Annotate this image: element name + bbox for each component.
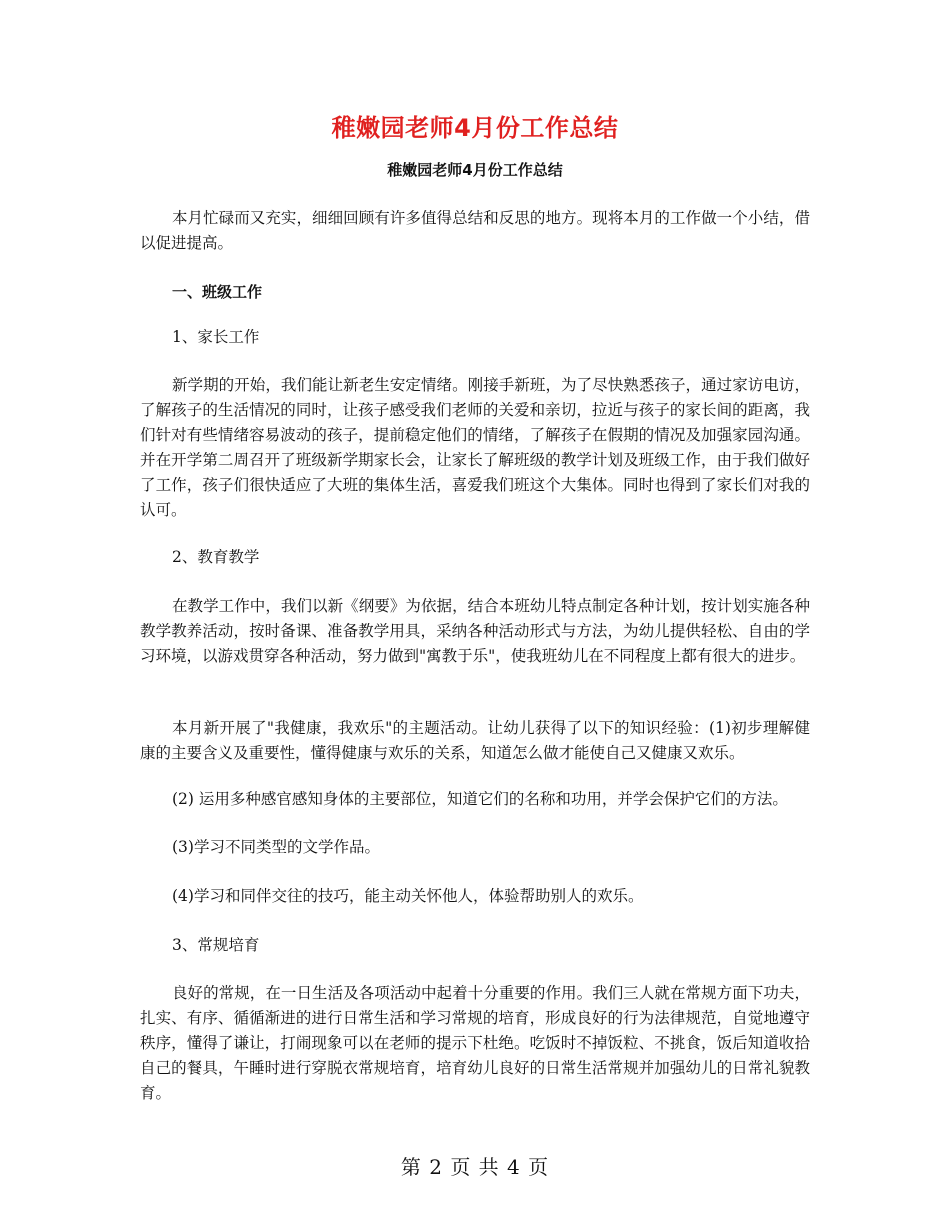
theme-activity-paragraph: 本月新开展了"我健康，我欢乐"的主题活动。让幼儿获得了以下的知识经验：(1)初步理解健康的主要含义及重要性，懂得健康与欢乐的关系，知道怎么做才能使自己又健康又欢乐。	[140, 719, 810, 762]
knowledge-item-3: (3)学习不同类型的文学作品。	[172, 838, 380, 856]
subsection-heading-teaching: 2、教育教学	[172, 548, 260, 566]
document-title: 稚嫩园老师4月份工作总结	[331, 114, 619, 142]
knowledge-item-4: (4)学习和同伴交往的技巧，能主动关怀他人，体验帮助别人的欢乐。	[172, 887, 644, 905]
subsection-heading-parents: 1、家长工作	[172, 328, 260, 346]
knowledge-item-2: (2) 运用多种感官感知身体的主要部位，知道它们的名称和功用，并学会保护它们的方法。	[172, 790, 788, 808]
subsection-heading-routine: 3、常规培育	[172, 936, 260, 954]
intro-paragraph: 本月忙碌而又充实，细细回顾有许多值得总结和反思的地方。现将本月的工作做一个小结，借以促进提高。	[140, 209, 810, 252]
section-heading-class-work: 一、班级工作	[172, 283, 263, 301]
routine-paragraph: 良好的常规，在一日生活及各项活动中起着十分重要的作用。我们三人就在常规方面下功夫，扎实、有序、循循渐进的进行日常生活和学习常规的培育，形成良好的行为法律规范，自觉地遵守秩序，懂得了谦让，打闹现象可以在老师的提示下杜绝。吃饭时不掉饭粒、不挑食，饭后知道收拾自己的餐具，午睡时进行穿脱衣常规培育，培育幼儿良好的日常生活常规并加强幼儿的日常礼貌教育。	[140, 984, 810, 1102]
page-number-footer: 第 2 页 共 4 页	[400, 1155, 550, 1179]
parents-work-paragraph: 新学期的开始，我们能让新老生安定情绪。刚接手新班，为了尽快熟悉孩子，通过家访电访，了解孩子的生活情况的同时，让孩子感受我们老师的关爱和亲切，拉近与孩子的家长间的距离，我们针对有些情绪容易波动的孩子，提前稳定他们的情绪，了解孩子在假期的情况及加强家园沟通。并在开学第二周召开了班级新学期家长会，让家长了解班级的教学计划及班级工作，由于我们做好了工作，孩子们很快适应了大班的集体生活，喜爱我们班这个大集体。同时也得到了家长们对我的认可。	[140, 376, 810, 519]
document-subtitle: 稚嫩园老师4月份工作总结	[387, 161, 563, 179]
teaching-paragraph: 在教学工作中，我们以新《纲要》为依据，结合本班幼儿特点制定各种计划，按计划实施各种教学教养活动，按时备课、准备教学用具，采纳各种活动形式与方法，为幼儿提供轻松、自由的学习环境，以游戏贯穿各种活动，努力做到"寓教于乐"，使我班幼儿在不同程度上都有很大的进步。	[140, 597, 810, 665]
